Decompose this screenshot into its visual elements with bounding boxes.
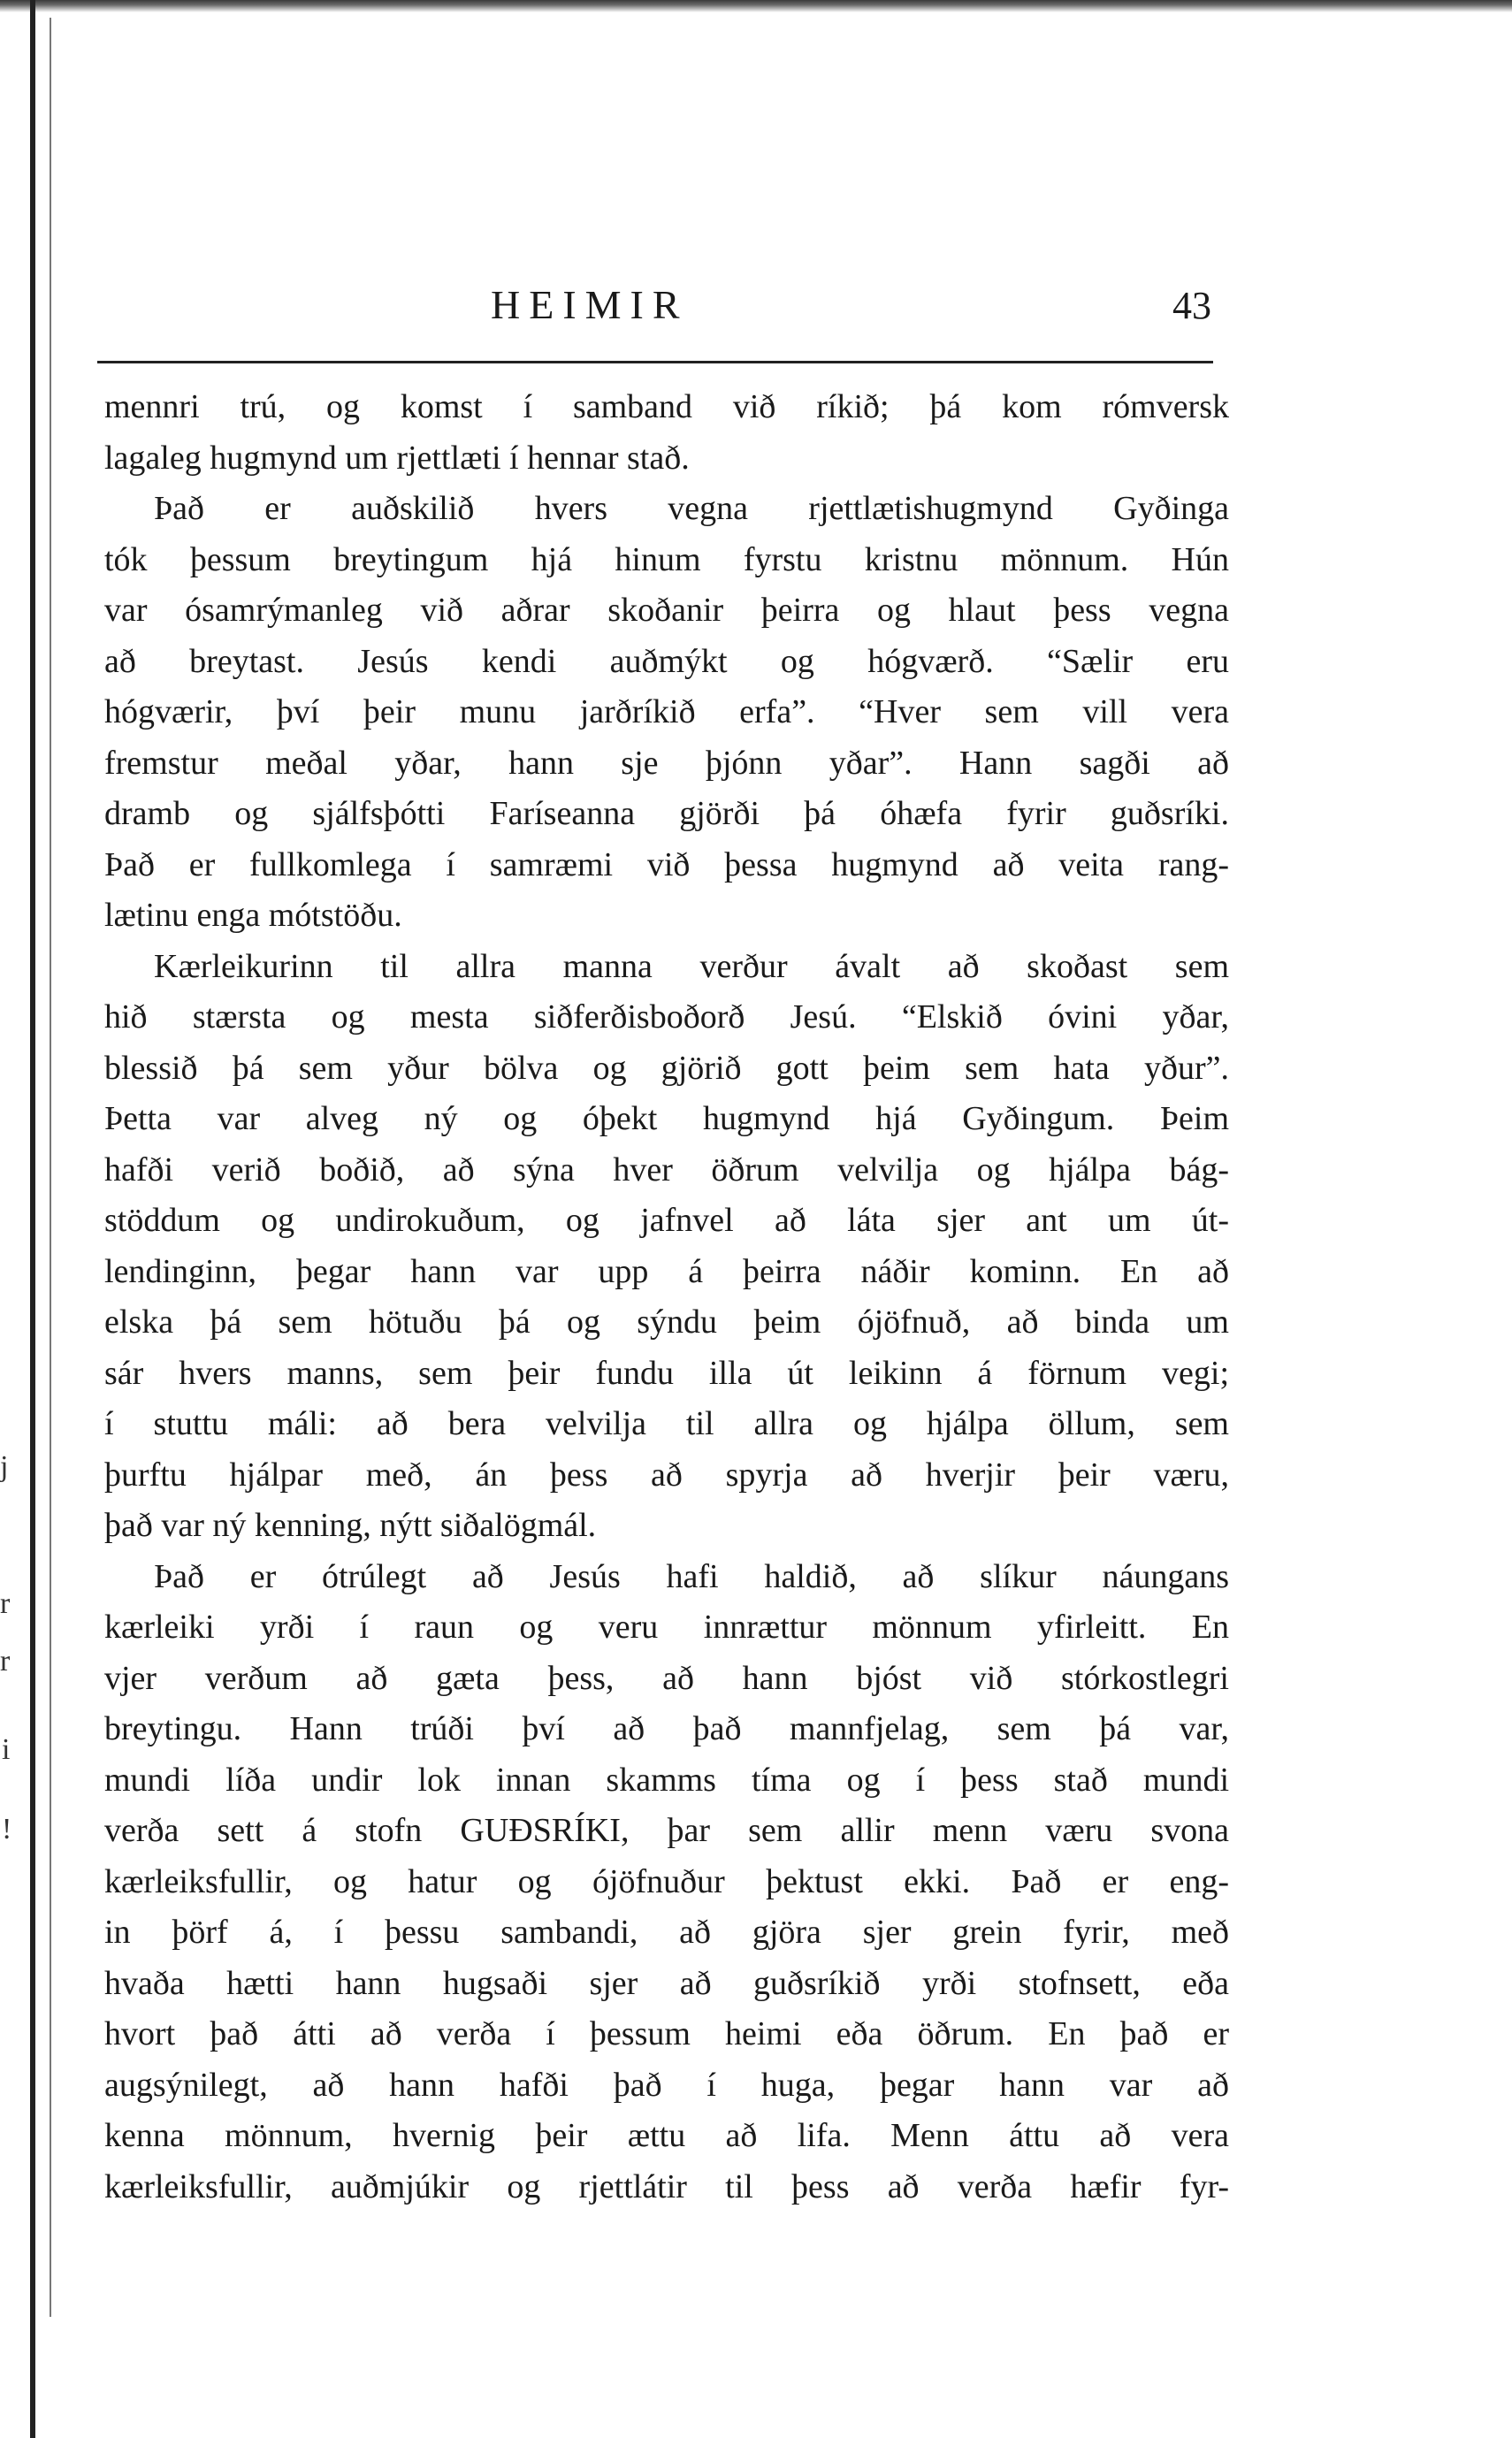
text-line: elska þá sem hötuðu þá og sýndu þeim ójöfnuð, að binda um: [104, 1303, 1229, 1341]
text-line: Það er fullkomlega í samræmi við þessa hugmynd að veita rang-: [104, 845, 1229, 883]
body-text: [104, 382, 1229, 2213]
text-line: Þetta var alveg ný og óþekt hugmynd hjá Gyðingum. Þeim: [104, 1100, 1229, 1137]
binding-edge: [30, 0, 35, 2438]
binding-shadow: [50, 18, 51, 2317]
text-line: stöddum og undirokuðum, og jafnvel að láta sjer ant um út-: [104, 1202, 1229, 1239]
text-line: kærleiki yrði í raun og veru innrættur mönnum yfirleitt. En: [104, 1609, 1229, 1646]
text-line: lendinginn, þegar hann var upp á þeirra náðir kominn. En að: [104, 1252, 1229, 1290]
text-line: í stuttu máli: að bera velvilja til allra og hjálpa öllum, sem: [104, 1405, 1229, 1442]
page-top-edge: [0, 0, 1512, 12]
text-line: það var ný kenning, nýtt siðalögmál.: [104, 1507, 597, 1544]
text-line: var ósamrýmanleg við aðrar skoðanir þeirra og hlaut þess vegna: [104, 592, 1229, 629]
paragraph-start-line: Kærleikurinn til allra manna verður ávalt að skoðast sem: [154, 947, 1229, 985]
paragraph-start-line: Það er auðskilið hvers vegna rjettlætishugmynd Gyðinga: [154, 490, 1229, 527]
text-line: vjer verðum að gæta þess, að hann bjóst við stórkostlegri: [104, 1659, 1229, 1697]
text-line: augsýnilegt, að hann hafði það í huga, þegar hann var að: [104, 2066, 1229, 2104]
text-line: kærleiksfullir, auðmjúkir og rjettlátir til þess að verða hæfir fyr-: [104, 2167, 1229, 2205]
text-line: hvaða hætti hann hugsaði sjer að guðsríkið yrði stofnsett, eða: [104, 1964, 1229, 2002]
margin-mark: j: [0, 1450, 9, 1483]
text-line: dramb og sjálfsþótti Faríseanna gjörði þá óhæfa fyrir guðsríki.: [104, 795, 1229, 832]
text-line: fremstur meðal yðar, hann sje þjónn yðar”. Hann sagði að: [104, 744, 1229, 782]
margin-mark: r: [0, 1587, 11, 1620]
text-line: lætinu enga mótstöðu.: [104, 897, 402, 934]
page-number: 43: [1172, 284, 1211, 327]
text-line: mundi líða undir lok innan skamms tíma og í þess stað mundi: [104, 1761, 1229, 1799]
text-line: tók þessum breytingum hjá hinum fyrstu kristnu mönnum. Hún: [104, 540, 1229, 578]
text-line: breytingu. Hann trúði því að það mannfjelag, sem þá var,: [104, 1710, 1229, 1747]
paragraph-start-line: Það er ótrúlegt að Jesús hafi haldið, að slíkur náungans: [154, 1557, 1229, 1595]
text-line: kærleiksfullir, og hatur og ójöfnuður þektust ekki. Það er eng-: [104, 1862, 1229, 1900]
margin-mark: i: [2, 1733, 11, 1766]
text-line: hafði verið boðið, að sýna hver öðrum velvilja og hjálpa bág-: [104, 1150, 1229, 1188]
header-rule: [97, 361, 1213, 363]
text-line: blessið þá sem yður bölva og gjörið gott þeim sem hata yður”.: [104, 1049, 1229, 1087]
margin-mark: r: [0, 1645, 11, 1678]
running-title: HEIMIR: [491, 282, 689, 327]
text-line: hvort það átti að verða í þessum heimi eða öðrum. En það er: [104, 2015, 1229, 2052]
page-header: [0, 281, 1512, 343]
text-line: mennri trú, og komst í samband við ríkið; þá kom rómversk: [104, 388, 1229, 425]
text-line: verða sett á stofn GUÐSRÍKI, þar sem allir menn væru svona: [104, 1812, 1229, 1849]
text-line: hógværir, því þeir munu jarðríkið erfa”. “Hver sem vill vera: [104, 693, 1229, 730]
text-line: hið stærsta og mesta siðferðisboðorð Jesú. “Elskið óvini yðar,: [104, 998, 1229, 1036]
text-line: lagaleg hugmynd um rjettlæti í hennar stað.: [104, 439, 690, 477]
text-line: að breytast. Jesús kendi auðmýkt og hógværð. “Sælir eru: [104, 642, 1229, 680]
margin-mark: !: [2, 1813, 12, 1846]
text-line: kenna mönnum, hvernig þeir ættu að lifa. Menn áttu að vera: [104, 2117, 1229, 2154]
text-line: in þörf á, í þessu sambandi, að gjöra sjer grein fyrir, með: [104, 1914, 1229, 1951]
text-line: sár hvers manns, sem þeir fundu illa út leikinn á förnum vegi;: [104, 1354, 1229, 1392]
text-line: þurftu hjálpar með, án þess að spyrja að hverjir þeir væru,: [104, 1456, 1229, 1494]
